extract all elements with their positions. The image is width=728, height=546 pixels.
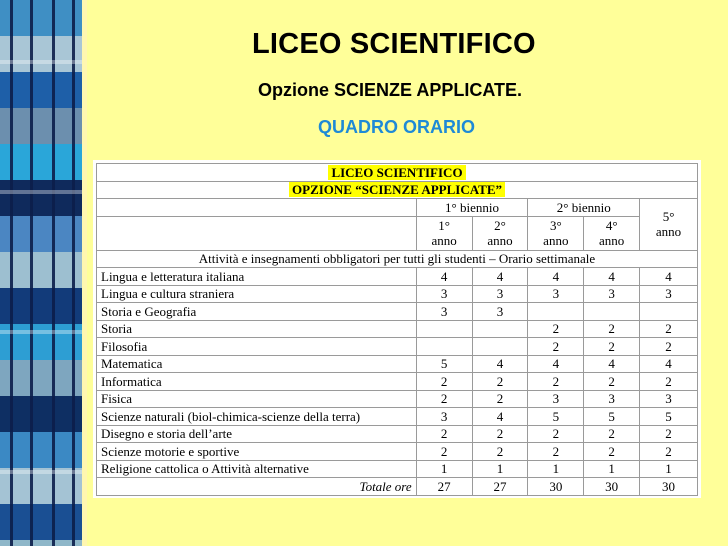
total-cell: 27: [416, 478, 472, 496]
hours-cell: 2: [584, 320, 640, 338]
hours-cell: 3: [472, 285, 528, 303]
hours-cell: [472, 338, 528, 356]
page-title: LICEO SCIENTIFICO: [252, 28, 536, 60]
hours-cell: 2: [472, 390, 528, 408]
hours-cell: 4: [416, 268, 472, 286]
total-cell: 30: [528, 478, 584, 496]
table-title-1: LICEO SCIENTIFICO: [328, 165, 465, 180]
hours-cell: 2: [528, 373, 584, 391]
table-title-2: OPZIONE “SCIENZE APPLICATE”: [289, 182, 505, 197]
table-row: [97, 320, 698, 338]
hours-cell: 4: [472, 408, 528, 426]
hours-cell: [416, 338, 472, 356]
hours-cell: 2: [640, 320, 698, 338]
hours-cell: 4: [584, 268, 640, 286]
table-row: [97, 285, 698, 303]
table-row: [97, 425, 698, 443]
table-row: [97, 338, 698, 356]
hours-cell: 4: [528, 355, 584, 373]
year-5-header: [640, 199, 698, 251]
hours-cell: 2: [416, 390, 472, 408]
hours-cell: 2: [640, 443, 698, 461]
year-label: 4°: [605, 218, 618, 233]
total-cell: 30: [584, 478, 640, 496]
total-row: [97, 478, 698, 496]
total-label: Totale ore: [97, 478, 417, 496]
year-5-sub: anno: [655, 224, 682, 240]
activity-row: [97, 250, 698, 268]
subject-rows: [97, 268, 698, 478]
table-title-row-1: [97, 164, 698, 182]
hours-cell: 1: [584, 460, 640, 478]
hours-cell: 5: [640, 408, 698, 426]
subject-name: Lingua e cultura straniera: [97, 285, 417, 303]
subject-name: Scienze motorie e sportive: [97, 443, 417, 461]
hours-cell: [640, 303, 698, 321]
table-row: [97, 460, 698, 478]
hours-cell: 3: [528, 285, 584, 303]
page-subtitle: [258, 80, 578, 101]
hours-cell: 3: [640, 390, 698, 408]
hours-cell: 3: [640, 285, 698, 303]
hours-cell: 3: [584, 390, 640, 408]
hours-cell: 3: [416, 285, 472, 303]
hours-cell: 2: [584, 443, 640, 461]
timetable-panel: [93, 160, 701, 498]
hours-cell: 1: [472, 460, 528, 478]
hours-cell: 2: [472, 425, 528, 443]
subject-name: Informatica: [97, 373, 417, 391]
hours-cell: [528, 303, 584, 321]
table-row: [97, 355, 698, 373]
table-row: [97, 268, 698, 286]
hours-cell: 4: [472, 268, 528, 286]
year-label: 1°: [438, 218, 450, 233]
subtitle-punct: .: [517, 80, 523, 100]
table-row: [97, 443, 698, 461]
hours-cell: [584, 303, 640, 321]
subject-name: Fisica: [97, 390, 417, 408]
hours-cell: 2: [416, 373, 472, 391]
hours-cell: [472, 320, 528, 338]
hours-cell: 2: [640, 425, 698, 443]
year-5-label: 5°: [662, 209, 675, 225]
hours-cell: 2: [528, 320, 584, 338]
table-row: [97, 303, 698, 321]
biennio-2: 2° biennio: [528, 199, 640, 217]
hours-cell: 4: [640, 355, 698, 373]
year-label: 2°: [494, 218, 506, 233]
biennio-header-row: [97, 199, 698, 217]
hours-cell: [416, 320, 472, 338]
hours-cell: 2: [416, 443, 472, 461]
hours-cell: 5: [584, 408, 640, 426]
hours-cell: 4: [640, 268, 698, 286]
year-header-row: [97, 216, 698, 250]
subject-name: Religione cattolica o Attività alternative: [97, 460, 417, 478]
hours-cell: 4: [472, 355, 528, 373]
year-4-header: [584, 216, 640, 250]
hours-cell: 2: [472, 443, 528, 461]
subject-name: Storia e Geografia: [97, 303, 417, 321]
subject-name: Matematica: [97, 355, 417, 373]
hours-cell: 2: [584, 425, 640, 443]
subject-name: Lingua e letteratura italiana: [97, 268, 417, 286]
hours-cell: 2: [640, 338, 698, 356]
hours-cell: 4: [584, 355, 640, 373]
hours-cell: 3: [584, 285, 640, 303]
hours-cell: 3: [416, 303, 472, 321]
year-2-header: [472, 216, 528, 250]
year-3-header: [528, 216, 584, 250]
hours-cell: 2: [584, 373, 640, 391]
stripe-edge: [82, 0, 87, 546]
year-sub: anno: [599, 233, 625, 248]
subject-name: Disegno e storia dell’arte: [97, 425, 417, 443]
hours-cell: 2: [640, 373, 698, 391]
year-sub: anno: [487, 233, 513, 248]
hours-cell: 2: [472, 373, 528, 391]
hours-cell: 2: [584, 338, 640, 356]
subject-name: Filosofia: [97, 338, 417, 356]
hours-cell: 5: [416, 355, 472, 373]
hours-cell: 2: [528, 425, 584, 443]
year-sub: anno: [543, 233, 569, 248]
hours-cell: 2: [528, 338, 584, 356]
year-label: 3°: [549, 218, 562, 233]
timetable: [96, 163, 698, 496]
year-1-header: [416, 216, 472, 250]
table-title-row-2: [97, 181, 698, 199]
hours-cell: 4: [528, 268, 584, 286]
table-row: [97, 373, 698, 391]
table-row: [97, 408, 698, 426]
subtitle-text: Opzione SCIENZE APPLICATE: [258, 80, 518, 100]
hours-cell: 1: [528, 460, 584, 478]
subject-name: Storia: [97, 320, 417, 338]
hours-cell: 1: [640, 460, 698, 478]
subject-name: Scienze naturali (biol-chimica-scienze della terra): [97, 408, 417, 426]
activity-label: Attività e insegnamenti obbligatori per tutti gli studenti – Orario settimanale: [97, 250, 698, 268]
decorative-stripe-bar: [0, 0, 82, 546]
total-cell: 27: [472, 478, 528, 496]
hours-cell: 2: [528, 443, 584, 461]
biennio-1: 1° biennio: [416, 199, 528, 217]
year-sub: anno: [431, 233, 457, 248]
hours-cell: 3: [528, 390, 584, 408]
section-title: QUADRO ORARIO: [318, 117, 475, 137]
hours-cell: 2: [416, 425, 472, 443]
hours-cell: 3: [472, 303, 528, 321]
hours-cell: 1: [416, 460, 472, 478]
hours-cell: 3: [416, 408, 472, 426]
total-cell: 30: [640, 478, 698, 496]
hours-cell: 5: [528, 408, 584, 426]
table-row: [97, 390, 698, 408]
